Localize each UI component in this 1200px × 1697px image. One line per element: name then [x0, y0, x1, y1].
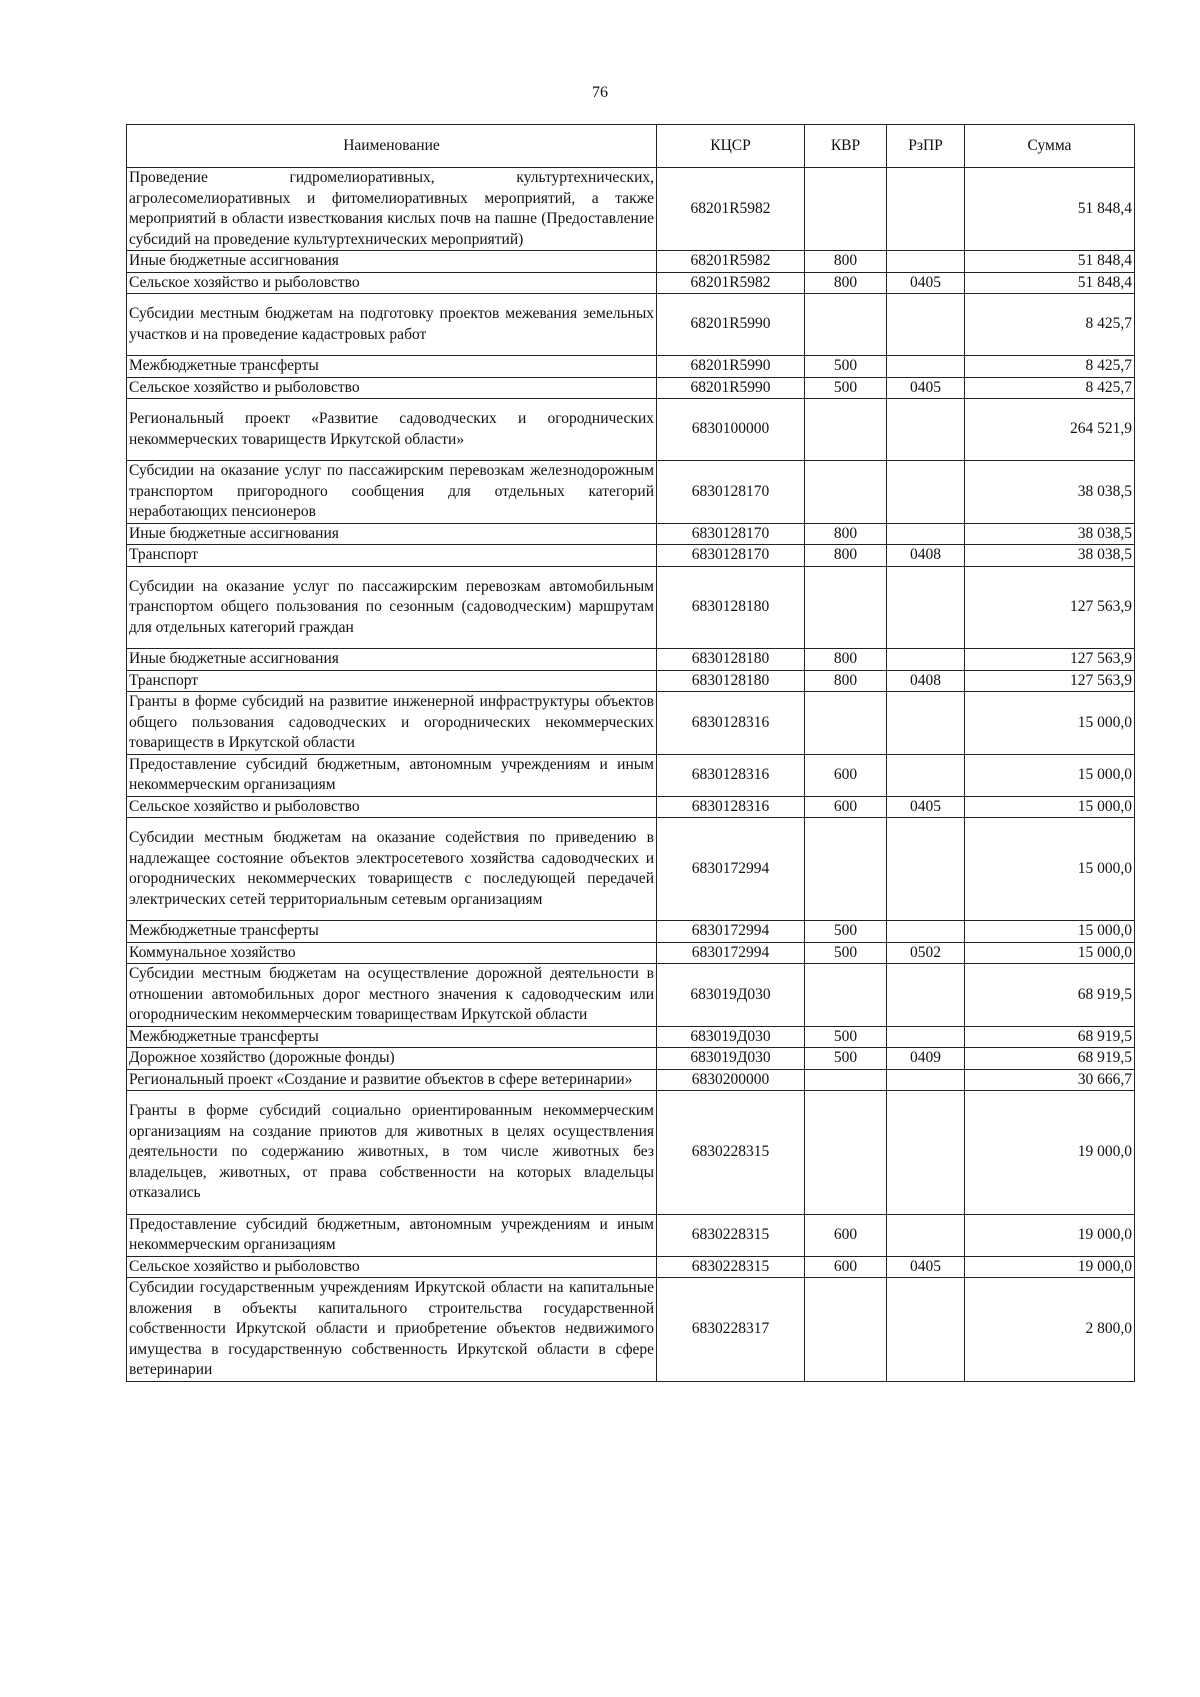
- cell-name: Сельское хозяйство и рыболовство: [127, 1256, 657, 1278]
- cell-kvr: [805, 818, 887, 921]
- cell-rzpr: [887, 1026, 965, 1048]
- cell-name: Коммунальное хозяйство: [127, 942, 657, 964]
- cell-sum: 2 800,0: [965, 1278, 1135, 1382]
- cell-kcsr: 6830128316: [657, 754, 805, 796]
- cell-kcsr: 6830228315: [657, 1091, 805, 1215]
- header-rzpr: РзПР: [887, 125, 965, 168]
- table-row: [127, 377, 1135, 399]
- table-row: [127, 796, 1135, 818]
- cell-kvr: 500: [805, 942, 887, 964]
- table-row: [127, 251, 1135, 273]
- cell-rzpr: [887, 649, 965, 671]
- cell-kvr: 800: [805, 523, 887, 545]
- cell-rzpr: 0408: [887, 670, 965, 692]
- table-header-row: [127, 125, 1135, 168]
- cell-sum: 15 000,0: [965, 796, 1135, 818]
- cell-name: Дорожное хозяйство (дорожные фонды): [127, 1048, 657, 1070]
- cell-sum: 19 000,0: [965, 1214, 1135, 1256]
- cell-name: Иные бюджетные ассигнования: [127, 523, 657, 545]
- cell-kcsr: 683019Д030: [657, 1048, 805, 1070]
- cell-rzpr: [887, 356, 965, 378]
- cell-kcsr: 683019Д030: [657, 1026, 805, 1048]
- cell-kcsr: 6830128180: [657, 649, 805, 671]
- table-row: [127, 942, 1135, 964]
- cell-kcsr: 6830228315: [657, 1214, 805, 1256]
- cell-kvr: [805, 1069, 887, 1091]
- cell-kvr: 800: [805, 251, 887, 273]
- cell-rzpr: 0409: [887, 1048, 965, 1070]
- cell-sum: 68 919,5: [965, 1048, 1135, 1070]
- cell-name: Межбюджетные трансферты: [127, 356, 657, 378]
- cell-kvr: [805, 1278, 887, 1382]
- table-row: [127, 294, 1135, 356]
- cell-rzpr: [887, 754, 965, 796]
- cell-rzpr: [887, 168, 965, 251]
- cell-kcsr: 6830128180: [657, 566, 805, 649]
- table-row: [127, 692, 1135, 755]
- cell-kcsr: 68201R5982: [657, 251, 805, 273]
- cell-rzpr: [887, 1214, 965, 1256]
- table-row: [127, 1069, 1135, 1091]
- table-row: [127, 818, 1135, 921]
- cell-kcsr: 683019Д030: [657, 964, 805, 1027]
- cell-rzpr: [887, 566, 965, 649]
- cell-kvr: 600: [805, 1214, 887, 1256]
- cell-kvr: 800: [805, 670, 887, 692]
- cell-sum: 51 848,4: [965, 168, 1135, 251]
- cell-sum: 15 000,0: [965, 818, 1135, 921]
- cell-kcsr: 6830128170: [657, 523, 805, 545]
- table-row: [127, 566, 1135, 649]
- cell-name: Субсидии на оказание услуг по пассажирским перевозкам железнодорожным транспортом пригородного сообщения для отдельных категорий неработающих пенсионеров: [127, 461, 657, 524]
- cell-kcsr: 68201R5982: [657, 168, 805, 251]
- budget-table: [126, 124, 1135, 1382]
- cell-kcsr: 6830128316: [657, 692, 805, 755]
- cell-kcsr: 6830172994: [657, 921, 805, 943]
- cell-rzpr: 0405: [887, 272, 965, 294]
- table-row: [127, 545, 1135, 567]
- cell-rzpr: [887, 1278, 965, 1382]
- cell-name: Субсидии местным бюджетам на подготовку проектов межевания земельных участков и на проведение кадастровых работ: [127, 294, 657, 356]
- cell-name: Региональный проект «Создание и развитие объектов в сфере ветеринарии»: [127, 1069, 657, 1091]
- cell-kcsr: 68201R5990: [657, 294, 805, 356]
- cell-rzpr: [887, 692, 965, 755]
- table-row: [127, 670, 1135, 692]
- cell-kcsr: 6830172994: [657, 818, 805, 921]
- cell-kcsr: 6830172994: [657, 942, 805, 964]
- table-row: [127, 649, 1135, 671]
- cell-kvr: 600: [805, 796, 887, 818]
- table-row: [127, 1214, 1135, 1256]
- cell-rzpr: [887, 818, 965, 921]
- cell-kcsr: 68201R5990: [657, 356, 805, 378]
- cell-name: Проведение гидромелиоративных, культуртехнических, агролесомелиоративных и фитомелиоративных мероприятий, а также мероприятий в области известкования кислых почв на пашне (Предоставление субсидий на проведение культуртехнических мероприятий): [127, 168, 657, 251]
- cell-sum: 8 425,7: [965, 356, 1135, 378]
- table-row: [127, 1026, 1135, 1048]
- table-row: [127, 356, 1135, 378]
- header-name: Наименование: [127, 125, 657, 168]
- cell-kvr: 600: [805, 754, 887, 796]
- cell-kvr: [805, 964, 887, 1027]
- cell-name: Гранты в форме субсидий социально ориентированным некоммерческим организациям на создание приютов для животных в целях осуществления деятельности по содержанию животных, в том числе животных без владельцев, животных, от права собственности на которых владельцы отказались: [127, 1091, 657, 1215]
- cell-kvr: [805, 294, 887, 356]
- table-row: [127, 272, 1135, 294]
- cell-sum: 127 563,9: [965, 670, 1135, 692]
- cell-name: Сельское хозяйство и рыболовство: [127, 796, 657, 818]
- cell-name: Субсидии местным бюджетам на оказание содействия по приведению в надлежащее состояние объектов электросетевого хозяйства садоводческих и огороднических некоммерческих товариществ с последующей передачей электрических сетей территориальным сетевым организациям: [127, 818, 657, 921]
- cell-rzpr: 0405: [887, 796, 965, 818]
- cell-kcsr: 6830128170: [657, 545, 805, 567]
- cell-kvr: 600: [805, 1256, 887, 1278]
- table-row: [127, 964, 1135, 1027]
- cell-sum: 15 000,0: [965, 921, 1135, 943]
- cell-rzpr: 0405: [887, 377, 965, 399]
- cell-rzpr: [887, 461, 965, 524]
- cell-sum: 8 425,7: [965, 377, 1135, 399]
- cell-name: Иные бюджетные ассигнования: [127, 251, 657, 273]
- cell-kcsr: 6830128180: [657, 670, 805, 692]
- page-number: 76: [592, 84, 608, 101]
- cell-sum: 19 000,0: [965, 1091, 1135, 1215]
- cell-sum: 68 919,5: [965, 964, 1135, 1027]
- cell-name: Сельское хозяйство и рыболовство: [127, 377, 657, 399]
- cell-sum: 38 038,5: [965, 523, 1135, 545]
- cell-name: Субсидии местным бюджетам на осуществление дорожной деятельности в отношении автомобильных дорог местного значения к садоводческим или огородническим некоммерческим товариществам Иркутской области: [127, 964, 657, 1027]
- cell-kcsr: 6830200000: [657, 1069, 805, 1091]
- table-row: [127, 921, 1135, 943]
- cell-name: Предоставление субсидий бюджетным, автономным учреждениям и иным некоммерческим организациям: [127, 754, 657, 796]
- cell-rzpr: [887, 1069, 965, 1091]
- cell-kcsr: 6830128170: [657, 461, 805, 524]
- cell-kvr: 800: [805, 649, 887, 671]
- cell-kvr: 500: [805, 921, 887, 943]
- cell-name: Субсидии на оказание услуг по пассажирским перевозкам автомобильным транспортом общего пользования по сезонным (садоводческим) маршрутам для отдельных категорий граждан: [127, 566, 657, 649]
- cell-sum: 51 848,4: [965, 272, 1135, 294]
- cell-rzpr: [887, 964, 965, 1027]
- cell-sum: 38 038,5: [965, 545, 1135, 567]
- table-row: [127, 754, 1135, 796]
- cell-kvr: 800: [805, 545, 887, 567]
- cell-kcsr: 68201R5982: [657, 272, 805, 294]
- cell-name: Транспорт: [127, 545, 657, 567]
- cell-kcsr: 6830100000: [657, 399, 805, 461]
- table-body: [127, 168, 1135, 1382]
- cell-name: Субсидии государственным учреждениям Иркутской области на капитальные вложения в объекты капитального строительства государственной собственности Иркутской области и приобретение объектов недвижимого имущества в государственную собственность Иркутской области в сфере ветеринарии: [127, 1278, 657, 1382]
- cell-kvr: [805, 566, 887, 649]
- cell-name: Предоставление субсидий бюджетным, автономным учреждениям и иным некоммерческим организациям: [127, 1214, 657, 1256]
- cell-kcsr: 68201R5990: [657, 377, 805, 399]
- cell-sum: 15 000,0: [965, 692, 1135, 755]
- cell-kvr: [805, 1091, 887, 1215]
- cell-name: Иные бюджетные ассигнования: [127, 649, 657, 671]
- cell-name: Межбюджетные трансферты: [127, 1026, 657, 1048]
- cell-sum: 15 000,0: [965, 754, 1135, 796]
- cell-kvr: 500: [805, 377, 887, 399]
- header-kvr: КВР: [805, 125, 887, 168]
- cell-kcsr: 6830228315: [657, 1256, 805, 1278]
- cell-sum: 51 848,4: [965, 251, 1135, 273]
- cell-rzpr: [887, 1091, 965, 1215]
- cell-kvr: [805, 168, 887, 251]
- cell-kvr: [805, 461, 887, 524]
- table-row: [127, 1278, 1135, 1382]
- cell-sum: 127 563,9: [965, 649, 1135, 671]
- cell-name: Сельское хозяйство и рыболовство: [127, 272, 657, 294]
- cell-sum: 264 521,9: [965, 399, 1135, 461]
- cell-rzpr: 0502: [887, 942, 965, 964]
- cell-sum: 68 919,5: [965, 1026, 1135, 1048]
- table-row: [127, 399, 1135, 461]
- table-row: [127, 1256, 1135, 1278]
- cell-kcsr: 6830128316: [657, 796, 805, 818]
- cell-name: Транспорт: [127, 670, 657, 692]
- table-row: [127, 168, 1135, 251]
- table-row: [127, 523, 1135, 545]
- cell-kvr: [805, 399, 887, 461]
- cell-rzpr: [887, 921, 965, 943]
- cell-rzpr: [887, 294, 965, 356]
- cell-kvr: 500: [805, 1048, 887, 1070]
- header-kcsr: КЦСР: [657, 125, 805, 168]
- cell-sum: 15 000,0: [965, 942, 1135, 964]
- cell-sum: 19 000,0: [965, 1256, 1135, 1278]
- cell-sum: 8 425,7: [965, 294, 1135, 356]
- header-sum: Сумма: [965, 125, 1135, 168]
- cell-rzpr: 0405: [887, 1256, 965, 1278]
- cell-name: Межбюджетные трансферты: [127, 921, 657, 943]
- cell-kcsr: 6830228317: [657, 1278, 805, 1382]
- cell-kvr: 500: [805, 1026, 887, 1048]
- table-row: [127, 1091, 1135, 1215]
- cell-sum: 38 038,5: [965, 461, 1135, 524]
- cell-sum: 127 563,9: [965, 566, 1135, 649]
- table-row: [127, 461, 1135, 524]
- cell-rzpr: [887, 251, 965, 273]
- cell-sum: 30 666,7: [965, 1069, 1135, 1091]
- cell-rzpr: 0408: [887, 545, 965, 567]
- cell-kvr: 800: [805, 272, 887, 294]
- cell-name: Региональный проект «Развитие садоводческих и огороднических некоммерческих товариществ Иркутской области»: [127, 399, 657, 461]
- cell-rzpr: [887, 523, 965, 545]
- cell-rzpr: [887, 399, 965, 461]
- cell-name: Гранты в форме субсидий на развитие инженерной инфраструктуры объектов общего пользования садоводческих и огороднических некоммерческих товариществ в Иркутской области: [127, 692, 657, 755]
- cell-kvr: [805, 692, 887, 755]
- cell-kvr: 500: [805, 356, 887, 378]
- table-row: [127, 1048, 1135, 1070]
